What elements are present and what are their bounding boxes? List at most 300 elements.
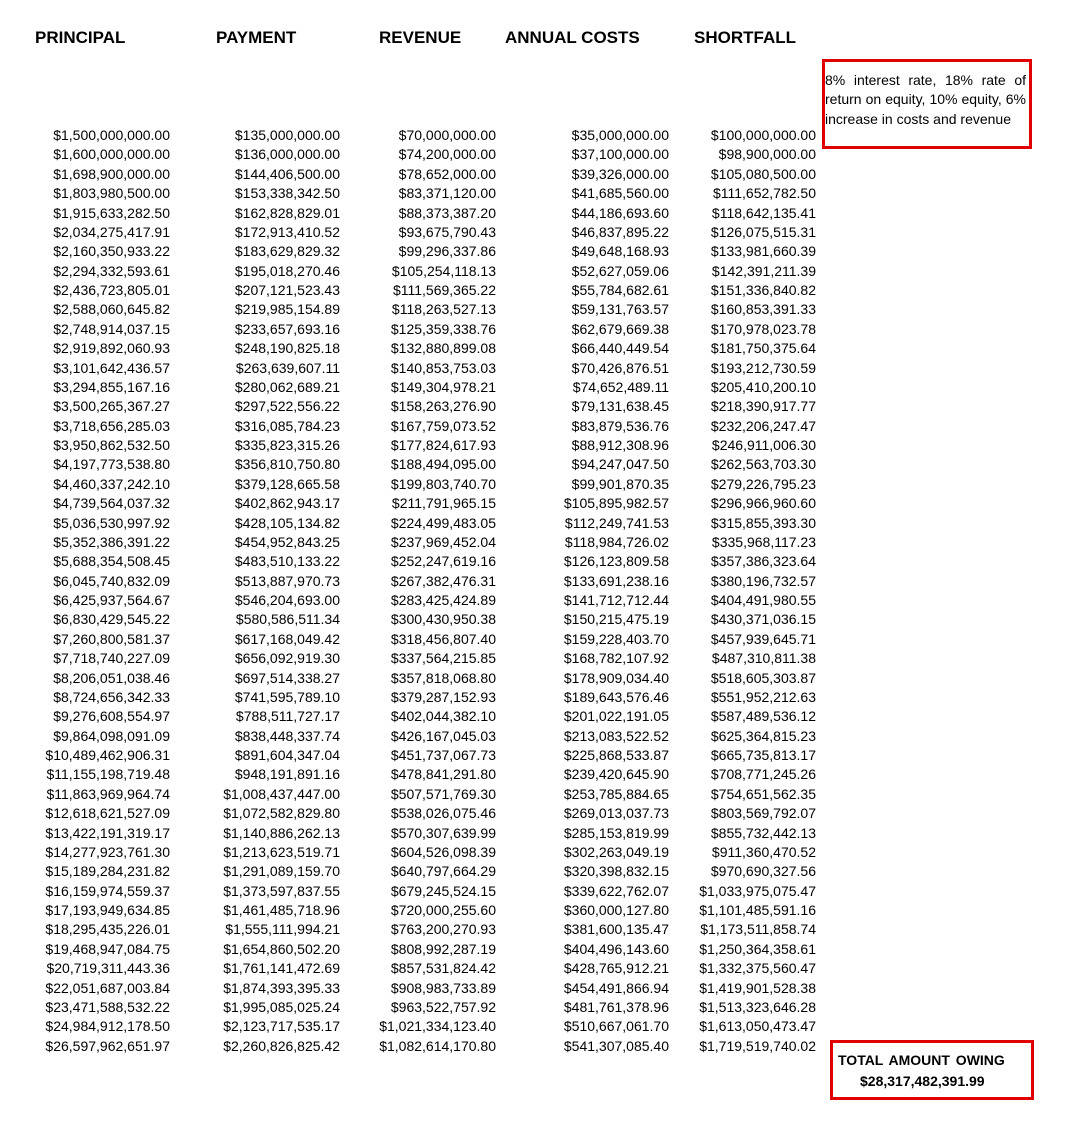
cell-shortfall: $232,206,247.47 [710, 417, 816, 434]
cell-principal: $15,189,284,231.82 [45, 863, 170, 880]
cell-annual-costs: $133,691,238.16 [563, 572, 669, 589]
table-row [30, 494, 816, 513]
cell-principal: $2,034,275,417.91 [53, 223, 170, 240]
cell-annual-costs: $55,784,682.61 [571, 282, 669, 298]
cell-shortfall: $133,981,660.39 [710, 243, 816, 260]
cell-shortfall: $911,360,470.52 [711, 843, 816, 860]
table-row [30, 940, 816, 959]
header-revenue: REVENUE [379, 28, 462, 47]
cell-shortfall: $315,855,393.30 [710, 514, 816, 531]
cell-annual-costs: $201,022,191.05 [563, 708, 669, 725]
cell-payment: $335,823,315.26 [234, 437, 340, 453]
table-row [30, 533, 816, 552]
cell-payment: $1,072,582,829.80 [223, 805, 340, 822]
cell-shortfall: $357,386,323.64 [710, 553, 816, 570]
total-owing-box [830, 1040, 1034, 1100]
table-row [30, 378, 816, 397]
cell-shortfall: $430,371,036.15 [710, 611, 816, 628]
cell-principal: $1,915,633,282.50 [53, 204, 170, 221]
cell-payment: $172,913,410.52 [234, 223, 340, 240]
cell-principal: $5,352,386,391.22 [53, 533, 170, 550]
table-row [30, 572, 816, 591]
cell-revenue: $224,499,483.05 [390, 514, 496, 531]
cell-payment: $402,862,943.17 [234, 495, 340, 512]
cell-revenue: $78,652,000.00 [398, 165, 496, 182]
cell-annual-costs: $510,667,061.70 [563, 1018, 669, 1035]
cell-revenue: $763,200,270.93 [390, 921, 496, 938]
cell-payment: $838,448,337.74 [234, 727, 340, 744]
cell-principal: $3,101,642,436.57 [53, 359, 170, 376]
cell-shortfall: $98,900,000.00 [718, 146, 816, 163]
table-row [30, 320, 816, 339]
cell-annual-costs: $225,868,533.87 [563, 747, 669, 763]
cell-payment: $741,595,789.10 [234, 688, 340, 705]
table-row [30, 727, 816, 746]
cell-payment: $1,654,860,502.20 [223, 940, 340, 957]
cell-principal: $2,160,350,933.22 [53, 243, 170, 260]
cell-revenue: $507,571,769.30 [390, 785, 496, 802]
cell-principal: $23,471,588,532.22 [45, 998, 170, 1015]
cell-principal: $3,500,265,367.27 [53, 398, 170, 415]
table-row [30, 998, 816, 1017]
cell-annual-costs: $118,984,726.02 [564, 533, 669, 550]
cell-revenue: $318,456,807.40 [390, 630, 496, 647]
cell-revenue: $808,992,287.19 [390, 940, 496, 957]
cell-revenue: $1,021,334,123.40 [379, 1018, 496, 1035]
cell-annual-costs: $428,765,912.21 [563, 960, 669, 977]
cell-payment: $1,213,623,519.71 [223, 843, 340, 860]
table-row [30, 959, 816, 978]
cell-shortfall: $380,196,732.57 [710, 572, 816, 589]
cell-shortfall: $296,966,960.60 [710, 495, 816, 512]
cell-shortfall: $551,952,212.63 [710, 688, 816, 705]
cell-revenue: $140,853,753.03 [390, 359, 496, 376]
table-row [30, 746, 816, 765]
cell-revenue: $252,247,619.16 [390, 553, 496, 570]
table-row [30, 843, 816, 862]
cell-shortfall: $279,226,795.23 [710, 475, 816, 492]
table-row [30, 397, 816, 416]
cell-revenue: $74,200,000.00 [398, 146, 496, 163]
table-row [30, 669, 816, 688]
cell-revenue: $132,880,899.08 [390, 340, 496, 357]
cell-annual-costs: $46,837,895.22 [571, 223, 669, 240]
cell-annual-costs: $189,643,576.46 [563, 688, 669, 705]
cell-principal: $5,688,354,508.45 [53, 553, 170, 570]
cell-annual-costs: $168,782,107.92 [563, 650, 669, 667]
table-row [30, 262, 816, 281]
cell-annual-costs: $404,496,143.60 [563, 940, 669, 957]
cell-principal: $6,830,429,545.22 [53, 611, 170, 628]
cell-annual-costs: $35,000,000.00 [571, 127, 669, 143]
cell-principal: $2,436,723,805.01 [53, 282, 170, 298]
assumptions-note [822, 59, 1032, 149]
cell-shortfall: $142,391,211.39 [711, 262, 816, 279]
cell-shortfall: $1,101,485,591.16 [699, 902, 816, 918]
header-annual-costs: ANNUAL COSTS [505, 28, 640, 47]
cell-payment: $356,810,750.80 [234, 456, 340, 473]
cell-principal: $2,294,332,593.61 [53, 262, 170, 279]
cell-annual-costs: $66,440,449.54 [571, 340, 669, 357]
cell-payment: $2,260,826,825.42 [223, 1037, 340, 1054]
table-row [30, 475, 816, 494]
cell-shortfall: $754,651,562.35 [710, 785, 816, 802]
table-row [30, 688, 816, 707]
cell-revenue: $177,824,617.93 [390, 437, 496, 453]
cell-revenue: $426,167,045.03 [390, 727, 496, 744]
cell-shortfall: $803,569,792.07 [710, 805, 816, 822]
cell-annual-costs: $44,186,693.60 [571, 204, 669, 221]
table-row [30, 552, 816, 571]
cell-revenue: $640,797,664.29 [390, 863, 496, 880]
cell-annual-costs: $70,426,876.51 [571, 359, 669, 376]
cell-revenue: $93,675,790.43 [398, 223, 496, 240]
cell-annual-costs: $269,013,037.73 [563, 805, 669, 822]
cell-shortfall: $587,489,536.12 [710, 708, 816, 725]
assumptions-note-text: 8% interest rate, 18% rate of return on equity, 10% equity, 6% increase in costs and revenue [825, 72, 1026, 127]
total-owing-label: TOTAL AMOUNT OWING [838, 1052, 1005, 1068]
cell-principal: $3,294,855,167.16 [53, 378, 170, 395]
cell-revenue: $118,263,527.13 [391, 301, 496, 318]
cell-principal: $9,864,098,091.09 [53, 727, 170, 744]
cell-payment: $656,092,919.30 [234, 650, 340, 667]
cell-principal: $11,155,198,719.48 [46, 766, 170, 783]
cell-revenue: $88,373,387.20 [398, 204, 496, 221]
table-row [30, 901, 816, 920]
table-row [30, 126, 816, 145]
table-row [30, 824, 816, 843]
table-row [30, 804, 816, 823]
cell-payment: $1,995,085,025.24 [223, 998, 340, 1015]
cell-payment: $153,338,342.50 [234, 185, 340, 202]
cell-shortfall: $518,605,303.87 [710, 669, 816, 686]
cell-annual-costs: $360,000,127.80 [563, 902, 669, 918]
cell-revenue: $1,082,614,170.80 [379, 1037, 496, 1054]
cell-shortfall: $118,642,135.41 [711, 204, 816, 221]
cell-shortfall: $1,173,511,858.74 [700, 921, 816, 938]
cell-principal: $14,277,923,761.30 [45, 843, 170, 860]
table-row [30, 165, 816, 184]
cell-revenue: $70,000,000.00 [398, 127, 496, 143]
cell-annual-costs: $141,712,712.44 [563, 592, 669, 608]
cell-principal: $2,919,892,060.93 [53, 340, 170, 357]
table-row [30, 610, 816, 629]
cell-annual-costs: $94,247,047.50 [571, 456, 669, 473]
cell-principal: $10,489,462,906.31 [45, 747, 170, 763]
cell-annual-costs: $52,627,059.06 [571, 262, 669, 279]
cell-annual-costs: $320,398,832.15 [563, 863, 669, 880]
cell-revenue: $199,803,740.70 [390, 475, 496, 492]
cell-payment: $948,191,891.16 [234, 766, 340, 783]
cell-revenue: $538,026,075.46 [390, 805, 496, 822]
cell-annual-costs: $150,215,475.19 [563, 611, 669, 628]
cell-shortfall: $487,310,811.38 [711, 650, 816, 667]
cell-shortfall: $160,853,391.33 [710, 301, 816, 318]
cell-payment: $1,291,089,159.70 [223, 863, 340, 880]
cell-principal: $1,698,900,000.00 [53, 165, 170, 182]
cell-shortfall: $970,690,327.56 [710, 863, 816, 880]
table-row [30, 281, 816, 300]
table-row [30, 436, 816, 455]
header-payment: PAYMENT [216, 28, 297, 47]
cell-shortfall: $665,735,813.17 [710, 747, 816, 763]
cell-revenue: $188,494,095.00 [390, 456, 496, 473]
cell-annual-costs: $381,600,135.47 [563, 921, 669, 938]
cell-principal: $13,422,191,319.17 [45, 824, 170, 841]
cell-annual-costs: $253,785,884.65 [563, 785, 669, 802]
cell-payment: $513,887,970.73 [234, 572, 340, 589]
table-row [30, 862, 816, 881]
cell-annual-costs: $79,131,638.45 [571, 398, 669, 415]
cell-annual-costs: $49,648,168.93 [571, 243, 669, 260]
cell-payment: $788,511,727.17 [235, 708, 340, 725]
cell-payment: $483,510,133.22 [234, 553, 340, 570]
cell-shortfall: $181,750,375.64 [710, 340, 816, 357]
cell-annual-costs: $74,652,489.11 [572, 378, 669, 395]
cell-annual-costs: $88,912,308.96 [571, 437, 669, 453]
schedule-table-body [30, 126, 816, 1056]
cell-principal: $6,045,740,832.09 [53, 572, 170, 589]
cell-principal: $7,718,740,227.09 [53, 650, 170, 667]
table-row [30, 1017, 816, 1036]
table-row [30, 145, 816, 164]
cell-shortfall: $126,075,515.31 [710, 223, 816, 240]
cell-annual-costs: $285,153,819.99 [563, 824, 669, 841]
table-row [30, 979, 816, 998]
cell-annual-costs: $178,909,034.40 [563, 669, 669, 686]
cell-annual-costs: $37,100,000.00 [571, 146, 669, 163]
schedule-table [30, 126, 816, 1056]
cell-revenue: $158,263,276.90 [390, 398, 496, 415]
cell-payment: $280,062,689.21 [234, 378, 340, 395]
cell-principal: $4,197,773,538.80 [53, 456, 170, 473]
cell-shortfall: $1,250,364,358.61 [699, 940, 816, 957]
cell-revenue: $300,430,950.38 [390, 611, 496, 628]
cell-revenue: $283,425,424.89 [390, 592, 496, 608]
cell-payment: $580,586,511.34 [235, 611, 340, 628]
cell-principal: $16,159,974,559.37 [45, 882, 170, 899]
cell-annual-costs: $159,228,403.70 [563, 630, 669, 647]
cell-shortfall: $404,491,980.55 [710, 592, 816, 608]
cell-revenue: $604,526,098.39 [390, 843, 496, 860]
cell-principal: $3,950,862,532.50 [53, 437, 170, 453]
cell-shortfall: $193,212,730.59 [710, 359, 816, 376]
cell-shortfall: $170,978,023.78 [710, 320, 816, 337]
cell-payment: $136,000,000.00 [234, 146, 340, 163]
table-row [30, 359, 816, 378]
cell-shortfall: $335,968,117.23 [711, 533, 816, 550]
cell-shortfall: $100,000,000.00 [710, 127, 816, 143]
cell-principal: $4,739,564,037.32 [53, 495, 170, 512]
cell-payment: $316,085,784.23 [234, 417, 340, 434]
cell-shortfall: $246,911,006.30 [711, 437, 816, 453]
cell-revenue: $570,307,639.99 [390, 824, 496, 841]
cell-payment: $183,629,829.32 [234, 243, 340, 260]
cell-principal: $11,863,969,964.74 [46, 785, 170, 802]
cell-payment: $454,952,843.25 [234, 533, 340, 550]
cell-annual-costs: $99,901,870.35 [571, 475, 669, 492]
cell-principal: $2,748,914,037.15 [53, 320, 170, 337]
cell-revenue: $679,245,524.15 [390, 882, 496, 899]
cell-shortfall: $111,652,782.50 [712, 185, 816, 202]
table-row [30, 1037, 816, 1056]
cell-payment: $546,204,693.00 [234, 592, 340, 608]
cell-principal: $22,051,687,003.84 [45, 979, 170, 996]
cell-shortfall: $218,390,917.77 [710, 398, 816, 415]
cell-payment: $428,105,134.82 [234, 514, 340, 531]
cell-revenue: $211,791,965.15 [391, 495, 496, 512]
cell-payment: $1,555,111,994.21 [225, 921, 340, 938]
total-owing-value: $28,317,482,391.99 [860, 1073, 985, 1089]
table-row [30, 455, 816, 474]
table-row [30, 920, 816, 939]
cell-annual-costs: $59,131,763.57 [571, 301, 669, 318]
cell-shortfall: $262,563,703.30 [710, 456, 816, 473]
cell-principal: $6,425,937,564.67 [53, 592, 170, 608]
cell-shortfall: $205,410,200.10 [710, 378, 816, 395]
table-row [30, 785, 816, 804]
cell-principal: $8,206,051,038.46 [53, 669, 170, 686]
cell-payment: $1,761,141,472.69 [223, 960, 340, 977]
cell-revenue: $963,522,757.92 [390, 998, 496, 1015]
cell-payment: $891,604,347.04 [234, 747, 340, 763]
cell-revenue: $720,000,255.60 [390, 902, 496, 918]
cell-revenue: $337,564,215.85 [390, 650, 496, 667]
cell-payment: $1,008,437,447.00 [223, 785, 340, 802]
cell-revenue: $451,737,067.73 [390, 747, 496, 763]
cell-payment: $297,522,556.22 [234, 398, 340, 415]
cell-annual-costs: $302,263,049.19 [563, 843, 669, 860]
cell-payment: $697,514,338.27 [234, 669, 340, 686]
cell-revenue: $111,569,365.22 [392, 282, 496, 298]
table-row [30, 591, 816, 610]
table-row [30, 514, 816, 533]
cell-principal: $5,036,530,997.92 [53, 514, 170, 531]
cell-payment: $162,828,829.01 [234, 204, 340, 221]
cell-shortfall: $855,732,442.13 [710, 824, 816, 841]
cell-payment: $144,406,500.00 [234, 165, 340, 182]
table-row [30, 339, 816, 358]
cell-annual-costs: $41,685,560.00 [571, 185, 669, 202]
cell-shortfall: $1,033,975,075.47 [699, 882, 816, 899]
cell-annual-costs: $83,879,536.76 [571, 417, 669, 434]
cell-annual-costs: $481,761,378.96 [563, 998, 669, 1015]
cell-payment: $135,000,000.00 [234, 127, 340, 143]
cell-principal: $7,260,800,581.37 [53, 630, 170, 647]
cell-principal: $9,276,608,554.97 [53, 708, 170, 725]
cell-revenue: $267,382,476.31 [390, 572, 496, 589]
table-row [30, 223, 816, 242]
cell-principal: $18,295,435,226.01 [45, 921, 170, 938]
cell-payment: $1,140,886,262.13 [223, 824, 340, 841]
cell-revenue: $83,371,120.00 [398, 185, 496, 202]
cell-shortfall: $625,364,815.23 [710, 727, 816, 744]
cell-shortfall: $457,939,645.71 [710, 630, 816, 647]
table-row [30, 204, 816, 223]
cell-revenue: $379,287,152.93 [390, 688, 496, 705]
cell-payment: $617,168,049.42 [234, 630, 340, 647]
cell-principal: $24,984,912,178.50 [45, 1018, 170, 1035]
table-row [30, 649, 816, 668]
cell-annual-costs: $541,307,085.40 [563, 1037, 669, 1054]
cell-principal: $1,600,000,000.00 [53, 146, 170, 163]
cell-annual-costs: $105,895,982.57 [563, 495, 669, 512]
cell-revenue: $478,841,291.80 [390, 766, 496, 783]
cell-shortfall: $1,719,519,740.02 [699, 1037, 816, 1054]
cell-payment: $195,018,270.46 [234, 262, 340, 279]
cell-shortfall: $105,080,500.00 [710, 165, 816, 182]
cell-revenue: $402,044,382.10 [390, 708, 496, 725]
cell-principal: $12,618,621,527.09 [45, 805, 170, 822]
cell-revenue: $357,818,068.80 [390, 669, 496, 686]
table-row [30, 184, 816, 203]
table-row [30, 630, 816, 649]
cell-revenue: $167,759,073.52 [390, 417, 496, 434]
cell-revenue: $149,304,978.21 [390, 378, 496, 395]
table-row [30, 242, 816, 261]
header-shortfall: SHORTFALL [694, 28, 796, 47]
cell-revenue: $99,296,337.86 [398, 243, 496, 260]
table-row [30, 417, 816, 436]
table-row [30, 707, 816, 726]
cell-revenue: $105,254,118.13 [391, 262, 496, 279]
cell-payment: $233,657,693.16 [234, 320, 340, 337]
cell-annual-costs: $239,420,645.90 [563, 766, 669, 783]
cell-principal: $20,719,311,443.36 [46, 960, 170, 977]
cell-payment: $248,190,825.18 [234, 340, 340, 357]
cell-revenue: $237,969,452.04 [390, 533, 496, 550]
cell-annual-costs: $454,491,866.94 [563, 979, 669, 996]
cell-principal: $2,588,060,645.82 [53, 301, 170, 318]
header-principal: PRINCIPAL [35, 28, 126, 47]
table-row [30, 882, 816, 901]
cell-annual-costs: $339,622,762.07 [563, 882, 669, 899]
cell-shortfall: $1,419,901,528.38 [699, 979, 816, 996]
cell-shortfall: $708,771,245.26 [710, 766, 816, 783]
cell-principal: $8,724,656,342.33 [53, 688, 170, 705]
cell-annual-costs: $39,326,000.00 [571, 165, 669, 182]
cell-principal: $1,500,000,000.00 [53, 127, 170, 143]
table-row [30, 300, 816, 319]
cell-revenue: $125,359,338.76 [390, 320, 496, 337]
cell-shortfall: $1,332,375,560.47 [699, 960, 816, 977]
table-row [30, 765, 816, 784]
cell-principal: $1,803,980,500.00 [53, 185, 170, 202]
cell-principal: $4,460,337,242.10 [53, 475, 170, 492]
cell-principal: $17,193,949,634.85 [45, 902, 170, 918]
cell-shortfall: $1,613,050,473.47 [699, 1018, 816, 1035]
cell-principal: $26,597,962,651.97 [45, 1037, 170, 1054]
cell-annual-costs: $62,679,669.38 [571, 320, 669, 337]
cell-shortfall: $151,336,840.82 [710, 282, 816, 298]
cell-payment: $1,874,393,395.33 [223, 979, 340, 996]
cell-payment: $219,985,154.89 [234, 301, 340, 318]
cell-annual-costs: $126,123,809.58 [563, 553, 669, 570]
cell-shortfall: $1,513,323,646.28 [699, 998, 816, 1015]
cell-principal: $19,468,947,084.75 [45, 940, 170, 957]
cell-annual-costs: $112,249,741.53 [564, 514, 669, 531]
cell-revenue: $857,531,824.42 [390, 960, 496, 977]
cell-payment: $379,128,665.58 [234, 475, 340, 492]
cell-payment: $1,461,485,718.96 [223, 902, 340, 918]
cell-payment: $263,639,607.11 [235, 359, 340, 376]
cell-payment: $2,123,717,535.17 [223, 1018, 340, 1035]
cell-principal: $3,718,656,285.03 [53, 417, 170, 434]
cell-payment: $207,121,523.43 [234, 282, 340, 298]
cell-payment: $1,373,597,837.55 [223, 882, 340, 899]
cell-annual-costs: $213,083,522.52 [563, 727, 669, 744]
cell-revenue: $908,983,733.89 [390, 979, 496, 996]
